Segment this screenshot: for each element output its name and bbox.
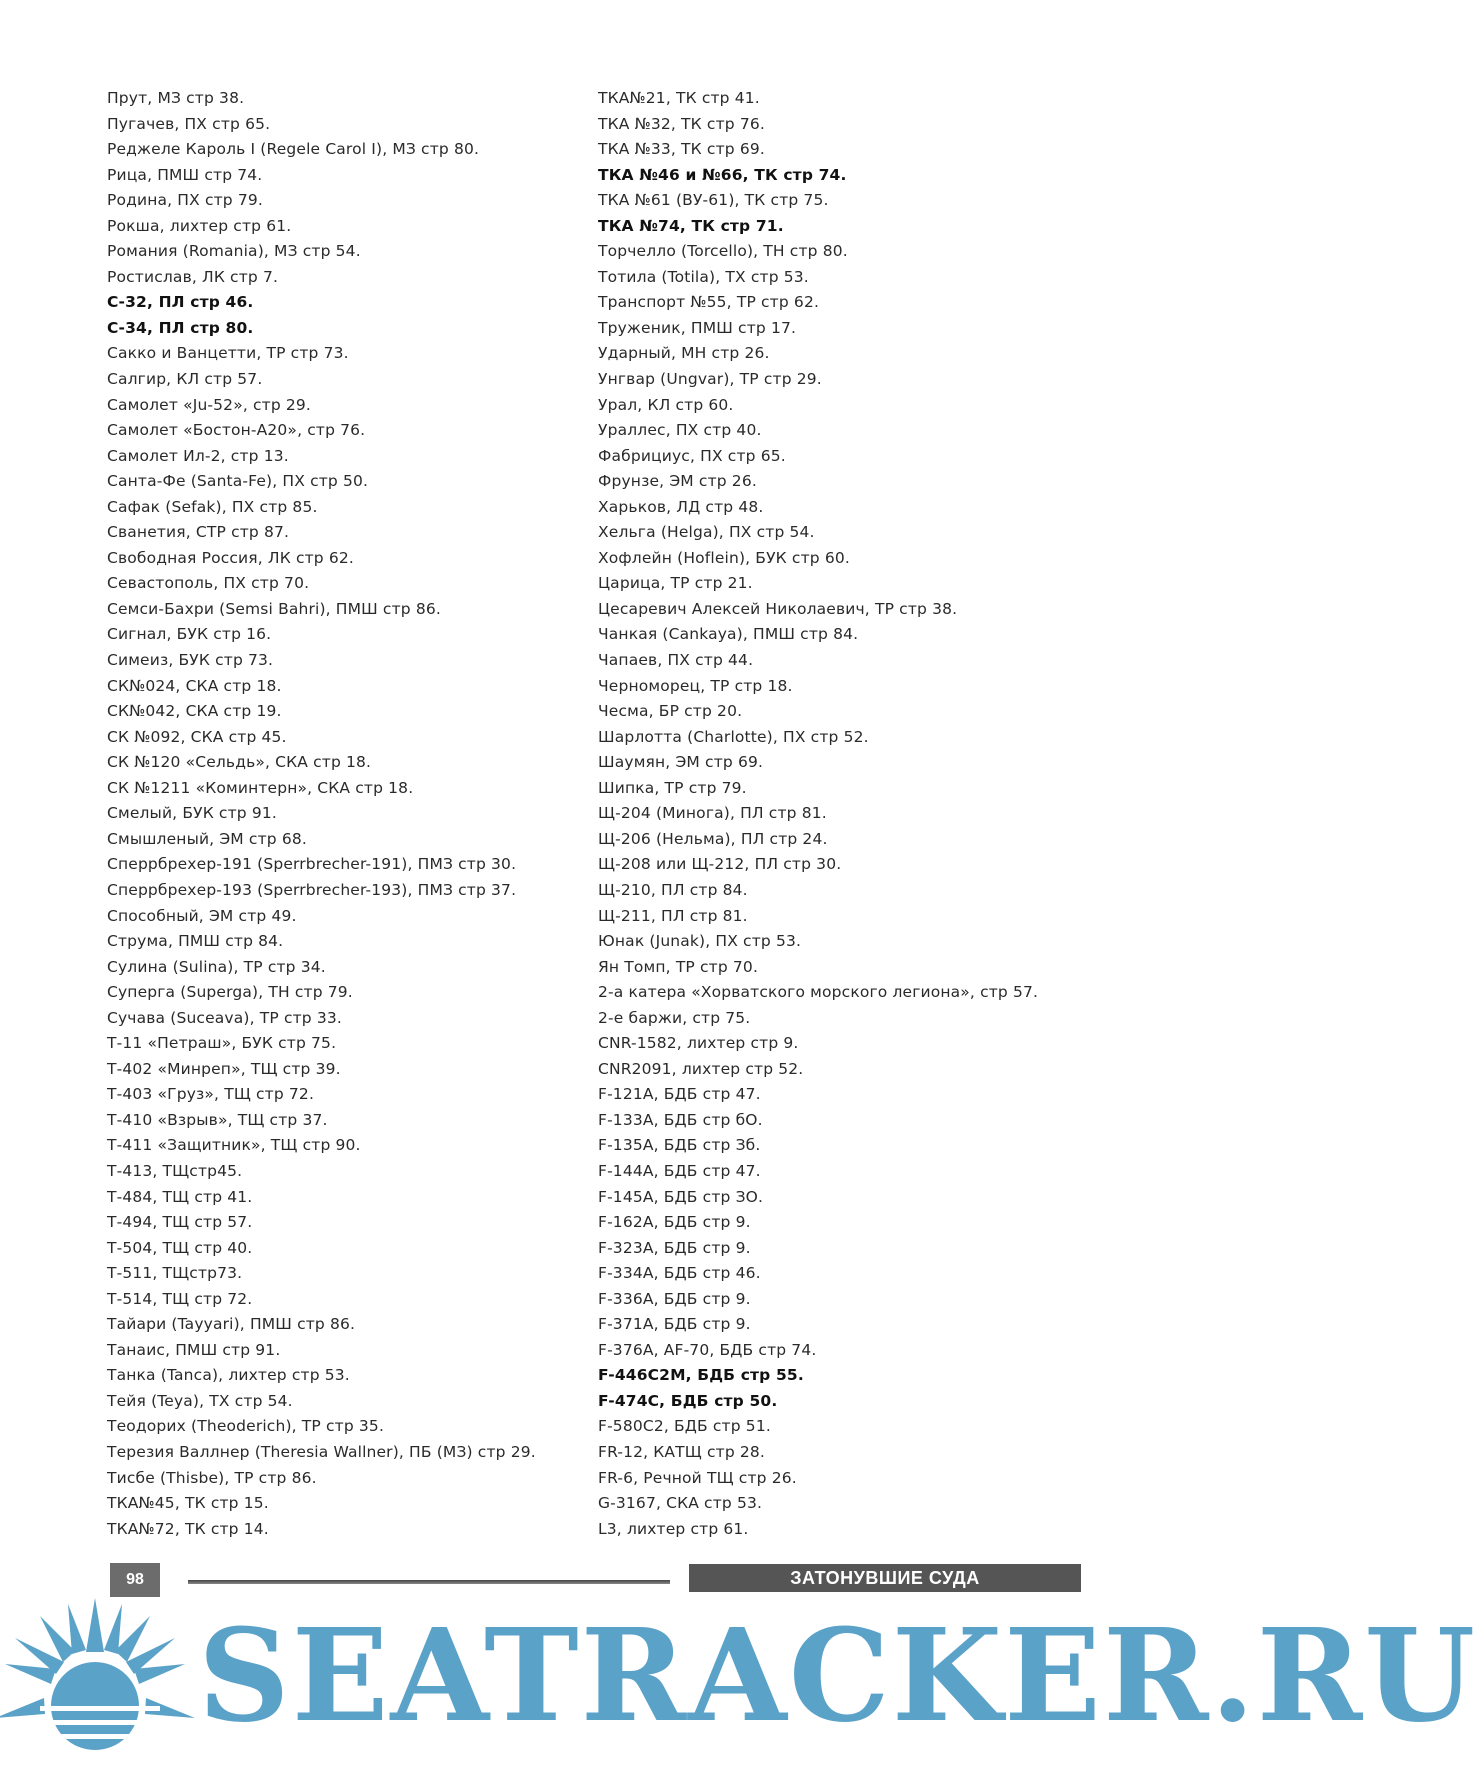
- index-entry: F-135A, БДБ стр Зб.: [598, 1136, 761, 1155]
- index-entry: Щ-204 (Минога), ПЛ стр 81.: [598, 804, 827, 823]
- index-entry: L3, лихтер стр 61.: [598, 1519, 749, 1538]
- index-entry: Танка (Tanca), лихтер стр 53.: [107, 1366, 350, 1385]
- index-column-right: [598, 86, 1158, 1542]
- index-entry: Сперрбрехер-193 (Sperrbrecher-193), ПМЗ стр 37.: [107, 880, 517, 899]
- index-entry: F-474C, БДБ стр 50.: [598, 1391, 778, 1410]
- index-entry: Чесма, БР стр 20.: [598, 702, 743, 721]
- index-entry: Ударный, МН стр 26.: [598, 344, 770, 363]
- index-entry: СК №120 «Сельдь», СКА стр 18.: [107, 753, 372, 772]
- index-entry: Самолет «Ju-52», стр 29.: [107, 395, 311, 414]
- footer-rule: [188, 1580, 670, 1584]
- index-entry: Суперга (Superga), ТН стр 79.: [107, 983, 353, 1002]
- index-entry: Чапаев, ПХ стр 44.: [598, 651, 754, 670]
- index-entry: Прут, МЗ стр 38.: [107, 89, 245, 107]
- index-entry: Ураллес, ПХ стр 40.: [598, 421, 762, 440]
- index-entry: Сакко и Ванцетти, ТР стр 73.: [107, 344, 349, 363]
- index-entry: CNR-1582, лихтер стр 9.: [598, 1034, 799, 1053]
- index-entry: ТКА №32, ТК стр 76.: [598, 114, 765, 133]
- index-entry: Рица, ПМШ стр 74.: [107, 165, 263, 184]
- index-entry: Т-411 «Защитник», ТЩ стр 90.: [107, 1136, 361, 1155]
- index-entry: Струма, ПМШ стр 84.: [107, 932, 284, 951]
- index-entry: Тотила (Totila), ТХ стр 53.: [598, 267, 809, 286]
- index-entry: Способный, ЭМ стр 49.: [107, 906, 297, 925]
- index-entry: G-3167, СКА стр 53.: [598, 1494, 763, 1513]
- index-entry: 2-е баржи, стр 75.: [598, 1008, 751, 1027]
- index-entry: ТКА №61 (ВУ-61), ТК стр 75.: [598, 191, 829, 210]
- index-entry: Рокша, лихтер стр 61.: [107, 216, 292, 235]
- index-entry: F-580C2, БДБ стр 51.: [598, 1417, 771, 1436]
- index-entry: Чанкая (Cankaya), ПМШ стр 84.: [598, 625, 859, 644]
- index-entry: С-32, ПЛ стр 46.: [107, 293, 254, 312]
- index-entry: Ростислав, ЛК стр 7.: [107, 267, 279, 286]
- index-entry: Самолет «Бостон-А20», стр 76.: [107, 421, 366, 440]
- index-entry: Теодорих (Theoderich), ТР стр 35.: [107, 1417, 385, 1436]
- index-entry: Т-11 «Петраш», БУК стр 75.: [107, 1034, 337, 1053]
- index-entry: Юнак (Junak), ПХ стр 53.: [598, 932, 802, 951]
- index-entry: F-446C2M, БДБ стр 55.: [598, 1366, 804, 1385]
- index-entry: Смышленый, ЭМ стр 68.: [107, 829, 307, 848]
- index-entry: Т-514, ТЩ стр 72.: [107, 1289, 253, 1308]
- index-entry: Салгир, КЛ стр 57.: [107, 370, 263, 389]
- index-entry: Семси-Бахри (Semsi Bahri), ПМШ стр 86.: [107, 599, 441, 618]
- index-entry: Т-413, ТЩстр45.: [107, 1161, 243, 1180]
- index-entry: Смелый, БУК стр 91.: [107, 804, 277, 823]
- index-entry: F-323A, БДБ стр 9.: [598, 1238, 751, 1257]
- index-entry: ТКА№72, ТК стр 14.: [107, 1519, 269, 1538]
- index-entry: Самолет Ил-2, стр 13.: [107, 446, 289, 465]
- index-entry: Пугачев, ПХ стр 65.: [107, 114, 271, 133]
- index-entry: Т-410 «Взрыв», ТЩ стр 37.: [107, 1110, 328, 1129]
- index-entry: Тисбе (Thisbe), ТР стр 86.: [107, 1468, 317, 1487]
- index-entry: 2-а катера «Хорватского морского легиона», стр 57.: [598, 983, 1039, 1002]
- index-entry: СК №1211 «Коминтерн», СКА стр 18.: [107, 778, 414, 797]
- index-entry: Тейя (Teya), ТХ стр 54.: [107, 1391, 293, 1410]
- index-entry: С-34, ПЛ стр 80.: [107, 318, 254, 337]
- index-entry: F-144A, БДБ стр 47.: [598, 1161, 761, 1180]
- index-entry: Терезия Валлнер (Theresia Wallner), ПБ (МЗ) стр 29.: [107, 1442, 536, 1461]
- index-entry: Царица, ТР стр 21.: [598, 574, 753, 593]
- index-entry: Родина, ПХ стр 79.: [107, 191, 263, 210]
- index-entry: Сафак (Sefak), ПХ стр 85.: [107, 497, 318, 516]
- index-entry: F-336A, БДБ стр 9.: [598, 1289, 751, 1308]
- index-entry: ТКА №46 и №66, ТК стр 74.: [598, 165, 847, 184]
- index-entry: Сперрбрехер-191 (Sperrbrecher-191), ПМЗ стр 30.: [107, 855, 517, 874]
- index-entry: Ян Томп, ТР стр 70.: [598, 957, 759, 976]
- index-entry: Хельга (Helga), ПХ стр 54.: [598, 523, 815, 542]
- index-entry: F-133A, БДБ стр бО.: [598, 1110, 763, 1129]
- index-entry: Труженик, ПМШ стр 17.: [598, 318, 797, 337]
- index-entry: Черноморец, ТР стр 18.: [598, 676, 793, 695]
- index-entry: Т-484, ТЩ стр 41.: [107, 1187, 253, 1206]
- index-entry: Сигнал, БУК стр 16.: [107, 625, 272, 644]
- index-entry: F-371A, БДБ стр 9.: [598, 1315, 751, 1334]
- index-entry: FR-6, Речной ТЩ стр 26.: [598, 1468, 797, 1487]
- index-entry: Т-504, ТЩ стр 40.: [107, 1238, 253, 1257]
- index-entry: Торчелло (Torcello), ТН стр 80.: [598, 242, 848, 261]
- index-entry: ТКА №74, ТК стр 71.: [598, 216, 784, 235]
- index-entry: Симеиз, БУК стр 73.: [107, 651, 274, 670]
- watermark-text: SEATRACKER.RU: [198, 1601, 1477, 1750]
- index-entry: Фабрициус, ПХ стр 65.: [598, 446, 786, 465]
- index-entry: Романия (Romania), МЗ стр 54.: [107, 242, 361, 261]
- index-entry: Щ-210, ПЛ стр 84.: [598, 880, 748, 899]
- index-entry: Сулина (Sulina), ТР стр 34.: [107, 957, 326, 976]
- index-entry: Севастополь, ПХ стр 70.: [107, 574, 310, 593]
- index-entry: Т-494, ТЩ стр 57.: [107, 1213, 253, 1232]
- index-entry: Щ-211, ПЛ стр 81.: [598, 906, 748, 925]
- index-entry: F-145A, БДБ стр ЗО.: [598, 1187, 764, 1206]
- index-entry: Сучава (Suceava), ТР стр 33.: [107, 1008, 342, 1027]
- index-entry: Цесаревич Алексей Николаевич, ТР стр 38.: [598, 599, 958, 618]
- index-entry: CNR2091, лихтер стр 52.: [598, 1059, 804, 1078]
- index-entry: Шипка, ТР стр 79.: [598, 778, 747, 797]
- index-entry: ТКА№21, ТК стр 41.: [598, 89, 760, 107]
- page-number: 98: [110, 1563, 160, 1597]
- index-entry: Танаис, ПМШ стр 91.: [107, 1340, 281, 1359]
- index-entry: ТКА№45, ТК стр 15.: [107, 1494, 269, 1513]
- index-entry: Хофлейн (Hoflein), БУК стр 60.: [598, 548, 850, 567]
- index-entry: Урал, КЛ стр 60.: [598, 395, 734, 414]
- sun-icon: [0, 1588, 200, 1766]
- index-entry: Щ-206 (Нельма), ПЛ стр 24.: [598, 829, 828, 848]
- index-entry: F-376A, AF-70, БДБ стр 74.: [598, 1340, 817, 1359]
- section-title: ЗАТОНУВШИЕ СУДА: [689, 1564, 1081, 1592]
- index-entry: Реджеле Кароль I (Regele Carol I), МЗ стр 80.: [107, 140, 480, 159]
- index-entry: FR-12, КАТЩ стр 28.: [598, 1442, 766, 1461]
- index-entry: СК №092, СКА стр 45.: [107, 727, 287, 746]
- index-entry: Унгвар (Ungvar), ТР стр 29.: [598, 370, 822, 389]
- index-entry: Т-403 «Груз», ТЩ стр 72.: [107, 1085, 315, 1104]
- index-entry: Фрунзе, ЭМ стр 26.: [598, 472, 757, 491]
- index-entry: Шаумян, ЭМ стр 69.: [598, 753, 764, 772]
- index-entry: Харьков, ЛД стр 48.: [598, 497, 764, 516]
- index-entry: Т-402 «Минреп», ТЩ стр 39.: [107, 1059, 341, 1078]
- index-entry: F-121A, БДБ стр 47.: [598, 1085, 761, 1104]
- index-entry: ТКА №33, ТК стр 69.: [598, 140, 765, 159]
- index-entry: СК№042, СКА стр 19.: [107, 702, 282, 721]
- index-entry: Свободная Россия, ЛК стр 62.: [107, 548, 354, 567]
- index-entry: Санта-Фе (Santa-Fe), ПХ стр 50.: [107, 472, 369, 491]
- index-entry: Транспорт №55, ТР стр 62.: [598, 293, 820, 312]
- index-entry: Т-511, ТЩстр73.: [107, 1264, 243, 1283]
- index-entry: F-162A, БДБ стр 9.: [598, 1213, 751, 1232]
- index-entry: Тайари (Tayyari), ПМШ стр 86.: [107, 1315, 356, 1334]
- index-entry: Шарлотта (Charlotte), ПХ стр 52.: [598, 727, 869, 746]
- index-entry: СК№024, СКА стр 18.: [107, 676, 282, 695]
- index-entry: Щ-208 или Щ-212, ПЛ стр 30.: [598, 855, 842, 874]
- index-entry: F-334A, БДБ стр 46.: [598, 1264, 761, 1283]
- index-column-left: [107, 86, 577, 1542]
- index-entry: Сванетия, СТР стр 87.: [107, 523, 290, 542]
